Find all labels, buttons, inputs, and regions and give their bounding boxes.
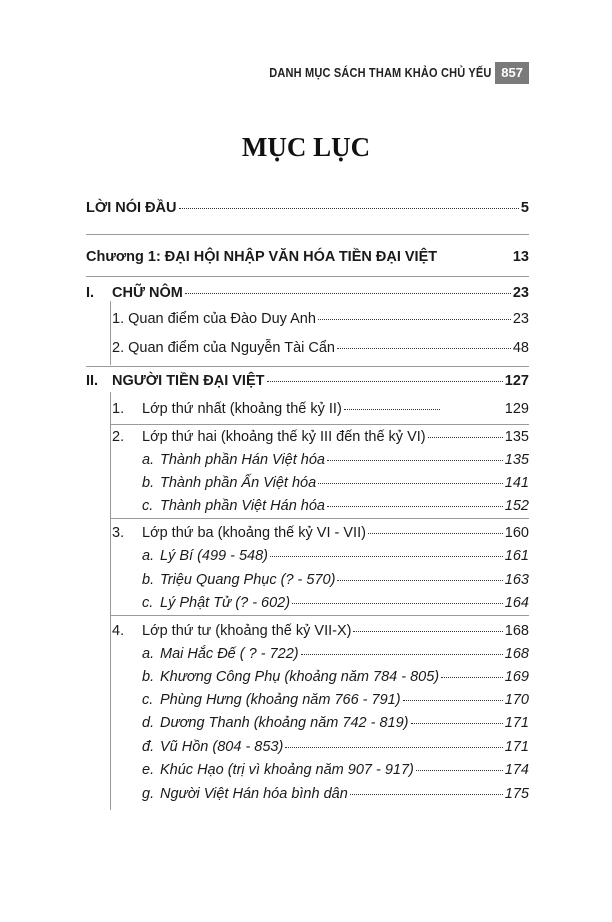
leader-dots [344, 408, 440, 410]
toc-entry-page: 168 [504, 646, 529, 662]
toc-entry-layer-4f[interactable] [142, 760, 529, 780]
toc-entry-page: 135 [504, 429, 529, 445]
toc-entry-label: Lý Bí (499 - 548) [160, 548, 268, 564]
leader-dots [337, 347, 511, 349]
toc-entry-label: Thành phần Việt Hán hóa [160, 498, 326, 514]
running-header-title: DANH MỤC SÁCH THAM KHẢO CHỦ YẾU [269, 66, 492, 80]
toc-entry-number: 2. [112, 429, 125, 445]
toc-entry-page: 174 [504, 762, 529, 778]
toc-entry-label: Vũ Hồn (804 - 853) [160, 739, 284, 755]
leader-dots [441, 676, 503, 678]
separator-line [110, 518, 529, 519]
separator-line [86, 366, 529, 367]
toc-entry-page: 161 [504, 548, 529, 564]
toc-entry-page: 135 [504, 452, 529, 468]
toc-entry-layer-2a[interactable] [142, 450, 529, 470]
toc-entry-number: c. [142, 692, 154, 708]
toc-entry-label: Khương Công Phụ (khoảng năm 784 - 805) [160, 669, 440, 685]
toc-entry-page: 168 [504, 623, 529, 639]
toc-entry-number: b. [142, 572, 155, 588]
toc-entry-page: 171 [504, 739, 529, 755]
toc-entry-layer-4c[interactable] [142, 690, 529, 710]
leader-dots [285, 746, 502, 748]
toc-entry-layer-4a[interactable] [142, 644, 529, 664]
toc-entry-number: b. [142, 669, 155, 685]
leader-dots [327, 459, 503, 461]
toc-entry-label: Phùng Hưng (khoảng năm 766 - 791) [160, 692, 401, 708]
toc-entry-page: 129 [504, 401, 529, 417]
toc-entry-page: 170 [504, 692, 529, 708]
toc-entry-number: 1. [112, 401, 125, 417]
toc-entry-layer-3c[interactable] [142, 593, 529, 613]
toc-entry-label: Thành phần Ấn Việt hóa [160, 475, 317, 491]
separator-line [86, 276, 529, 277]
separator-line [110, 615, 529, 616]
toc-entry-label: Chương 1: ĐẠI HỘI NHẬP VĂN HÓA TIỀN ĐẠI VIỆT [86, 249, 438, 265]
toc-entry-number: a. [142, 646, 155, 662]
running-header [239, 62, 529, 84]
toc-entry-1-2[interactable] [112, 338, 529, 358]
separator-line [110, 392, 111, 810]
leader-dots [292, 602, 503, 604]
leader-dots [318, 318, 511, 320]
toc-entry-page: 127 [504, 373, 529, 389]
toc-entry-layer-4e[interactable] [142, 737, 529, 757]
toc-entry-layer-4g[interactable] [142, 784, 529, 804]
toc-entry-label: Lớp thứ tư (khoảng thế kỷ VII-X) [142, 623, 352, 639]
toc-entry-number: 3. [112, 525, 125, 541]
toc-entry-page: 160 [504, 525, 529, 541]
page-title: MỤC LỤC [241, 132, 371, 162]
toc-entry-number: c. [142, 498, 154, 514]
toc-entry-layer-4b[interactable] [142, 667, 529, 687]
toc-entry-label: Mai Hắc Đế ( ? - 722) [160, 646, 299, 662]
toc-entry-number: a. [142, 452, 155, 468]
leader-dots [353, 630, 502, 632]
toc-entry-layer-2[interactable] [112, 427, 529, 447]
toc-entry-label: Khúc Hạo (trị vì khoảng năm 907 - 917) [160, 762, 414, 778]
leader-dots [270, 555, 503, 557]
toc-entry-page: 175 [504, 786, 529, 802]
toc-entry-page: 13 [512, 249, 529, 265]
toc-entry-page: 5 [520, 200, 529, 216]
toc-entry-label: Lớp thứ ba (khoảng thế kỷ VI - VII) [142, 525, 366, 541]
toc-entry-layer-3b[interactable] [142, 570, 529, 590]
leader-dots [411, 722, 503, 724]
toc-entry-section-2[interactable] [86, 371, 529, 391]
toc-entry-layer-2c[interactable] [142, 496, 529, 516]
toc-entry-label: 2. Quan điểm của Nguyễn Tài Cẩn [112, 340, 336, 356]
toc-entry-number: e. [142, 762, 155, 778]
toc-entry-layer-4[interactable] [112, 621, 529, 641]
separator-line [110, 424, 529, 425]
toc-entry-page: 23 [512, 311, 529, 327]
leader-dots [337, 579, 502, 581]
toc-entry-number: c. [142, 595, 154, 611]
toc-entry-label: Lớp thứ hai (khoảng thế kỷ III đến thế kỷ VI) [142, 429, 426, 445]
toc-entry-number: I. [86, 285, 95, 301]
toc-entry-layer-4d[interactable] [142, 713, 529, 733]
toc-entry-layer-3[interactable] [112, 523, 529, 543]
leader-dots [403, 699, 503, 701]
separator-line [110, 301, 111, 365]
separator-line [86, 234, 529, 235]
page-number-badge: 857 [495, 62, 529, 84]
toc-entry-page: 48 [512, 340, 529, 356]
toc-entry-layer-2b[interactable] [142, 473, 529, 493]
toc-entry-layer-3a[interactable] [142, 546, 529, 566]
toc-entry-label: NGƯỜI TIỀN ĐẠI VIỆT [112, 373, 265, 389]
toc-entry-label: Triệu Quang Phục (? - 570) [160, 572, 336, 588]
toc-entry-number: g. [142, 786, 155, 802]
toc-entry-label: Người Việt Hán hóa bình dân [160, 786, 348, 802]
toc-entry-label: LỜI NÓI ĐẦU [86, 200, 177, 216]
toc-entry-label: Thành phần Hán Việt hóa [160, 452, 326, 468]
toc-entry-page: 163 [504, 572, 529, 588]
toc-entry-number: d. [142, 715, 155, 731]
toc-entry-number: đ. [142, 739, 155, 755]
toc-entry-layer-1[interactable] [112, 399, 529, 419]
toc-entry-number: 4. [112, 623, 125, 639]
leader-dots [416, 769, 503, 771]
toc-entry-chapter-1[interactable] [86, 247, 529, 267]
toc-entry-label: CHỮ NÔM [112, 285, 183, 301]
toc-entry-label: 1. Quan điểm của Đào Duy Anh [112, 311, 316, 327]
toc-entry-section-1[interactable] [86, 283, 529, 303]
toc-entry-page: 152 [504, 498, 529, 514]
toc-entry-1-1[interactable] [112, 309, 529, 329]
toc-entry-page: 169 [504, 669, 529, 685]
leader-dots [301, 653, 503, 655]
toc-entry-number: II. [86, 373, 99, 389]
toc-entry-number: a. [142, 548, 155, 564]
toc-entry-preface[interactable] [86, 198, 529, 218]
toc-entry-label: Dương Thanh (khoảng năm 742 - 819) [160, 715, 409, 731]
leader-dots [179, 207, 519, 209]
toc-entry-page: 23 [512, 285, 529, 301]
leader-dots [327, 505, 503, 507]
leader-dots [318, 482, 503, 484]
leader-dots [185, 292, 511, 294]
leader-dots [428, 436, 503, 438]
leader-dots [368, 532, 503, 534]
toc-entry-page: 141 [504, 475, 529, 491]
toc-entry-label: Lớp thứ nhất (khoảng thế kỷ II) [142, 401, 342, 417]
toc-entry-page: 171 [504, 715, 529, 731]
toc-entry-number: b. [142, 475, 155, 491]
toc-entry-page: 164 [504, 595, 529, 611]
leader-dots [267, 380, 503, 382]
leader-dots [350, 793, 503, 795]
toc-entry-label: Lý Phật Tử (? - 602) [160, 595, 291, 611]
